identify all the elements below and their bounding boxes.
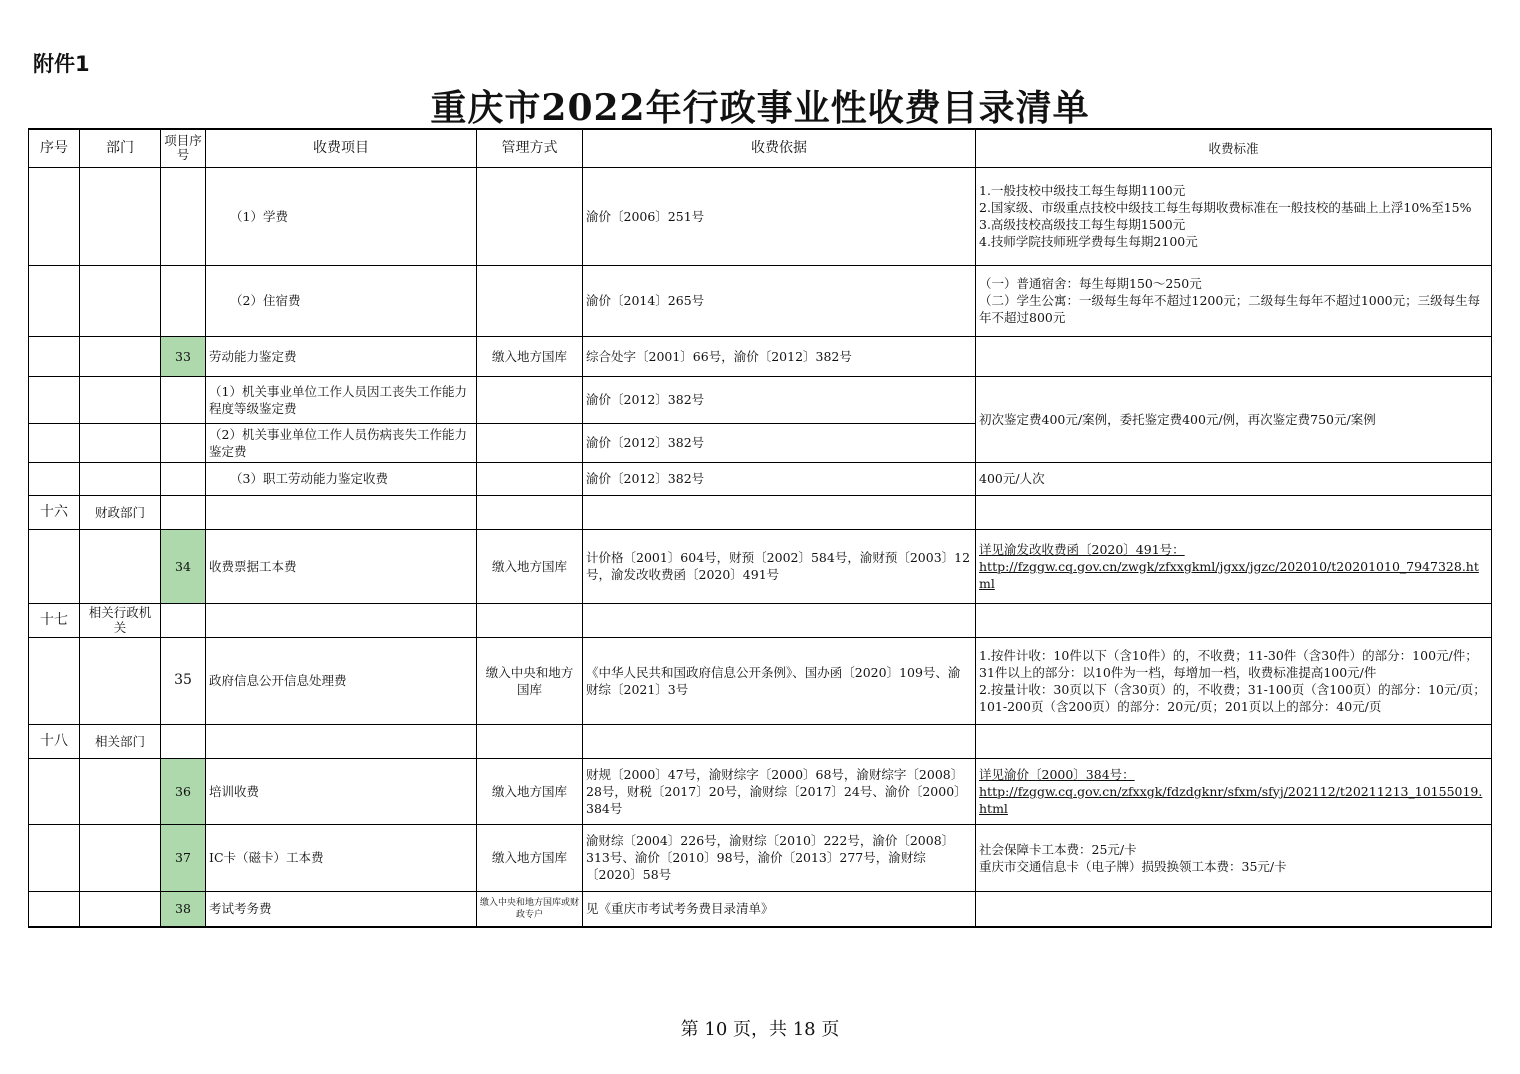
cell-item-seq [161,376,206,423]
section-number: 十六 [29,495,80,529]
cell-mgmt [477,724,583,758]
header-item: 收费项目 [206,129,477,167]
cell-mgmt [477,495,583,529]
fee-table [28,128,1492,928]
cell-mgmt: 缴入地方国库 [477,336,583,376]
standard-line: 1.一般技校中级技工每生每期1100元 [979,183,1186,198]
cell-mgmt [477,462,583,495]
cell-standard [976,891,1492,927]
cell-basis: 财规〔2000〕47号，渝财综字〔2000〕68号，渝财综字〔2008〕28号，财税〔2017〕20号，渝财综〔2017〕24号、渝价〔2000〕384号 [583,758,976,824]
cell-basis [583,724,976,758]
cell-dept [80,758,161,824]
cell-item-seq [161,724,206,758]
cell-mgmt [477,167,583,265]
cell-basis: 渝价〔2012〕382号 [583,462,976,495]
cell-mgmt: 缴入中央和地方国库 [477,637,583,724]
standard-link-url[interactable]: http://fzggw.cq.gov.cn/zfxxgk/fdzdgknr/sfxm/sfyj/202112/t20211213_10155019.html [979,783,1483,816]
cell-basis [583,603,976,637]
cell-item: 考试考务费 [206,891,477,927]
cell-item: （3）职工劳动能力鉴定收费 [206,462,477,495]
cell-basis: 渝价〔2012〕382号 [583,423,976,462]
cell-item: （2）住宿费 [206,265,477,336]
cell-item-seq [161,265,206,336]
cell-mgmt [477,376,583,423]
cell-mgmt: 缴入地方国库 [477,758,583,824]
page-footer: 第 10 页，共 18 页 [680,1019,840,1040]
cell-dept [80,824,161,891]
standard-line: （二）学生公寓：一级每生每年不超过1200元；二级每生每年不超过1000元；三级每生每年不超过800元 [979,293,1481,325]
cell-mgmt [477,265,583,336]
cell-basis: 渝价〔2012〕382号 [583,376,976,423]
item-number-badge: 36 [161,758,206,824]
section-dept: 相关行政机关 [80,603,161,637]
header-item-seq: 项目序号 [161,129,206,167]
table-row [29,265,1492,336]
cell-item: （1）机关事业单位工作人员因工丧失工作能力程度等级鉴定费 [206,376,477,423]
item-number: 35 [161,637,206,724]
item-number-badge: 37 [161,824,206,891]
cell-item: IC卡（磁卡）工本费 [206,824,477,891]
cell-basis: 《中华人民共和国政府信息公开条例》、国办函〔2020〕109号、渝财综〔2021〕3号 [583,637,976,724]
cell-dept [80,529,161,603]
cell-mgmt [477,423,583,462]
cell-mgmt: 缴入地方国库 [477,824,583,891]
table-row [29,167,1492,265]
cell-mgmt: 缴入地方国库 [477,529,583,603]
page-title: 重庆市2022年行政事业性收费目录清单 [430,87,1090,129]
cell-item-seq [161,495,206,529]
cell-dept [80,336,161,376]
cell-item-seq [161,423,206,462]
cell-dept [80,265,161,336]
cell-item: （1）学费 [206,167,477,265]
cell-seq [29,462,80,495]
cell-standard [976,758,1492,824]
header-mgmt: 管理方式 [477,129,583,167]
standard-line: 2.按量计收：30页以下（含30页）的，不收费；31-100页（含100页）的部分：10元/页；101-200页（含200页）的部分：20元/页；201页以上的部分：40元/页 [979,681,1486,714]
cell-basis: 渝价〔2014〕265号 [583,265,976,336]
section-row [29,724,1492,758]
cell-item: 政府信息公开信息处理费 [206,637,477,724]
table-header-row [29,129,1492,167]
cell-basis: 见《重庆市考试考务费目录清单》 [583,891,976,927]
item-number-badge: 34 [161,529,206,603]
cell-standard: 初次鉴定费400元/案例，委托鉴定费400元/例，再次鉴定费750元/案例 [976,376,1492,462]
table-row [29,462,1492,495]
cell-item: （2）机关事业单位工作人员伤病丧失工作能力鉴定费 [206,423,477,462]
standard-line: 重庆市交通信息卡（电子牌）损毁换领工本费：35元/卡 [979,858,1287,874]
table-row [29,637,1492,724]
cell-seq [29,423,80,462]
cell-seq [29,336,80,376]
cell-standard [976,495,1492,529]
standard-link-text[interactable]: 详见渝发改收费函〔2020〕491号： [979,541,1185,557]
cell-item-seq [161,167,206,265]
standard-line: （一）普通宿舍：每生每期150～250元 [979,276,1202,291]
header-dept: 部门 [80,129,161,167]
standard-link-url[interactable]: http://fzggw.cq.gov.cn/zwgk/zfxxgkml/jgxx/jgzc/202010/t20201010_7947328.html [979,558,1479,591]
cell-standard: 400元/人次 [976,462,1492,495]
attachment-label: 附件1 [33,52,90,76]
cell-basis: 综合处字〔2001〕66号，渝价〔2012〕382号 [583,336,976,376]
section-row [29,495,1492,529]
item-number-badge: 38 [161,891,206,927]
cell-standard [976,603,1492,637]
cell-seq [29,265,80,336]
cell-standard [976,637,1492,724]
standard-line: 2.国家级、市级重点技校中级技工每生每期收费标准在一般技校的基础上上浮10%至15% [979,200,1472,215]
cell-dept [80,462,161,495]
cell-item [206,724,477,758]
table-row [29,758,1492,824]
cell-item [206,603,477,637]
header-basis: 收费依据 [583,129,976,167]
cell-standard [976,824,1492,891]
standard-line: 1.按件计收：10件以下（含10件）的，不收费；11-30件（含30件）的部分：100元/件；31件以上的部分：以10件为一档，每增加一档，收费标准提高100元/件 [979,647,1478,680]
cell-item: 培训收费 [206,758,477,824]
standard-link-text[interactable]: 详见渝价〔2000〕384号： [979,766,1135,782]
cell-seq [29,167,80,265]
cell-dept [80,376,161,423]
item-number-badge: 33 [161,336,206,376]
cell-seq [29,824,80,891]
cell-item: 收费票据工本费 [206,529,477,603]
cell-item [206,495,477,529]
cell-standard [976,265,1492,336]
cell-dept [80,423,161,462]
cell-basis: 渝价〔2006〕251号 [583,167,976,265]
cell-item: 劳动能力鉴定费 [206,336,477,376]
cell-standard [976,336,1492,376]
table-row [29,529,1492,603]
cell-mgmt [477,603,583,637]
cell-basis [583,495,976,529]
section-dept: 相关部门 [80,724,161,758]
table-row [29,824,1492,891]
cell-basis: 渝财综〔2004〕226号，渝财综〔2010〕222号，渝价〔2008〕313号、渝价〔2010〕98号，渝价〔2013〕277号，渝财综〔2020〕58号 [583,824,976,891]
header-seq: 序号 [29,129,80,167]
cell-dept [80,167,161,265]
cell-seq [29,758,80,824]
header-standard: 收费标准 [976,129,1492,167]
cell-seq [29,376,80,423]
cell-seq [29,891,80,927]
cell-mgmt: 缴入中央和地方国库或财政专户 [477,891,583,927]
cell-dept [80,637,161,724]
cell-item-seq [161,462,206,495]
standard-line: 3.高级技校高级技工每生每期1500元 [979,217,1186,232]
standard-line: 社会保障卡工本费：25元/卡 [979,841,1137,857]
cell-standard [976,167,1492,265]
cell-basis: 计价格〔2001〕604号，财预〔2002〕584号，渝财预〔2003〕12号，渝发改收费函〔2020〕491号 [583,529,976,603]
cell-seq [29,529,80,603]
cell-dept [80,891,161,927]
table-row [29,376,1492,423]
table-row [29,336,1492,376]
standard-line: 4.技师学院技师班学费每生每期2100元 [979,234,1198,249]
cell-seq [29,637,80,724]
table-row [29,891,1492,927]
section-number: 十七 [29,603,80,637]
cell-standard [976,724,1492,758]
cell-standard [976,529,1492,603]
cell-item-seq [161,603,206,637]
section-dept: 财政部门 [80,495,161,529]
section-number: 十八 [29,724,80,758]
section-row [29,603,1492,637]
